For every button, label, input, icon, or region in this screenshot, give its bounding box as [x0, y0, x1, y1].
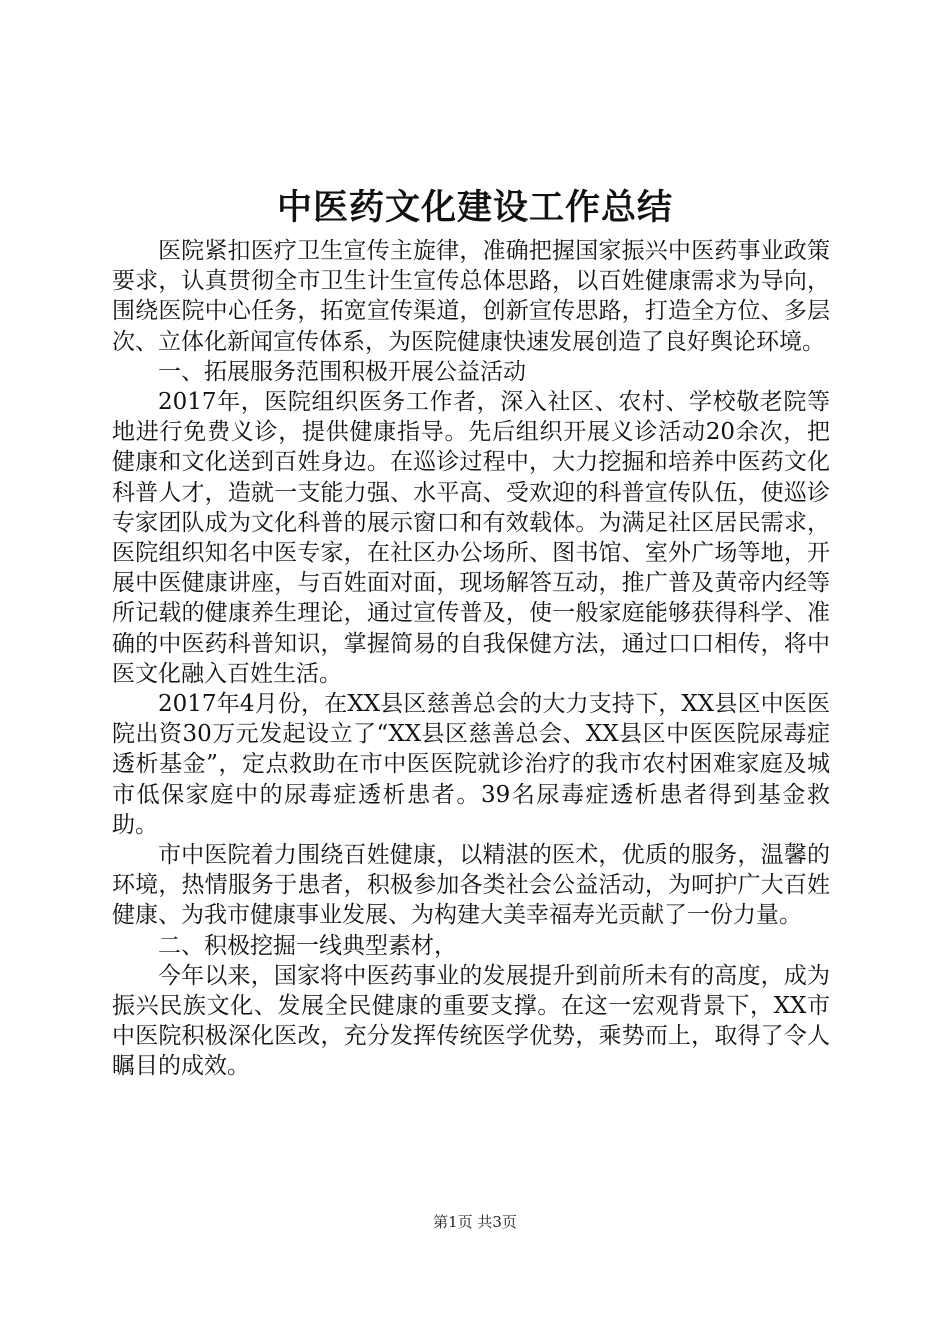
document-title: 中医药文化建设工作总结 [276, 187, 673, 228]
section-heading-1: 一、拓展服务范围积极开展公益活动 [158, 358, 526, 385]
paragraph-free-clinics: 2017年，医院组织医务工作者，深入社区、农村、学校敬老院等地进行免费义诊，提供健康指导。先后组织开展义诊活动20余次，把健康和文化送到百姓身边。在巡诊过程中，大力挖掘和培养中医药文化科普人才，造就一支能力强、水平高、受欢迎的科普宣传队伍，使巡诊专家团队成为文化科普的展示窗口和有效载体。为满足社区居民需求，医院组织知名中医专家，在社区办公场所、图书馆、室外广场等地，开展中医健康讲座，与百姓面对面，现场解答互动，推广普及黄帝内经等所记载的健康养生理论，通过宣传普及，使一般家庭能够获得科学、准确的中医药科普知识，掌握简易的自我保健方法，通过口口相传，将中医文化融入百姓生活。 [112, 389, 830, 687]
section-heading-2: 二、积极挖掘一线典型素材， [158, 932, 457, 959]
paragraph-public-welfare: 市中医院着力围绕百姓健康，以精湛的医术，优质的服务，温馨的环境，热情服务于患者，积极参加各类社会公益活动，为呵护广大百姓健康、为我市健康事业发展、为构建大美幸福寿光贡献了一份力量。 [112, 842, 830, 929]
paragraph-intro: 医院紧扣医疗卫生宣传主旋律，准确把握国家振兴中医药事业政策要求，认真贯彻全市卫生计生宣传总体思路，以百姓健康需求为导向，围绕医院中心任务，拓宽宣传渠道，创新宣传思路，打造全方位、多层次、立体化新闻宣传体系，为医院健康快速发展创造了良好舆论环境。 [112, 238, 830, 355]
paragraph-development: 今年以来，国家将中医药事业的发展提升到前所未有的高度，成为振兴民族文化、发展全民健康的重要支撑。在这一宏观背景下，XX市中医院积极深化医改，充分发挥传统医学优势，乘势而上，取得了令人瞩目的成效。 [112, 962, 830, 1080]
document-body [112, 236, 830, 1082]
paragraph-dialysis-fund: 2017年4月份，在XX县区慈善总会的大力支持下，XX县区中医医院出资30万元发起设立了“XX县区慈善总会、XX县区中医医院尿毒症透析基金”，定点救助在市中医医院就诊治疗的我市农村困难家庭及城市低保家庭中的尿毒症透析患者。39名尿毒症透析患者得到基金救助。 [112, 691, 830, 838]
page-number-footer: 第1页 共3页 [433, 1213, 517, 1231]
